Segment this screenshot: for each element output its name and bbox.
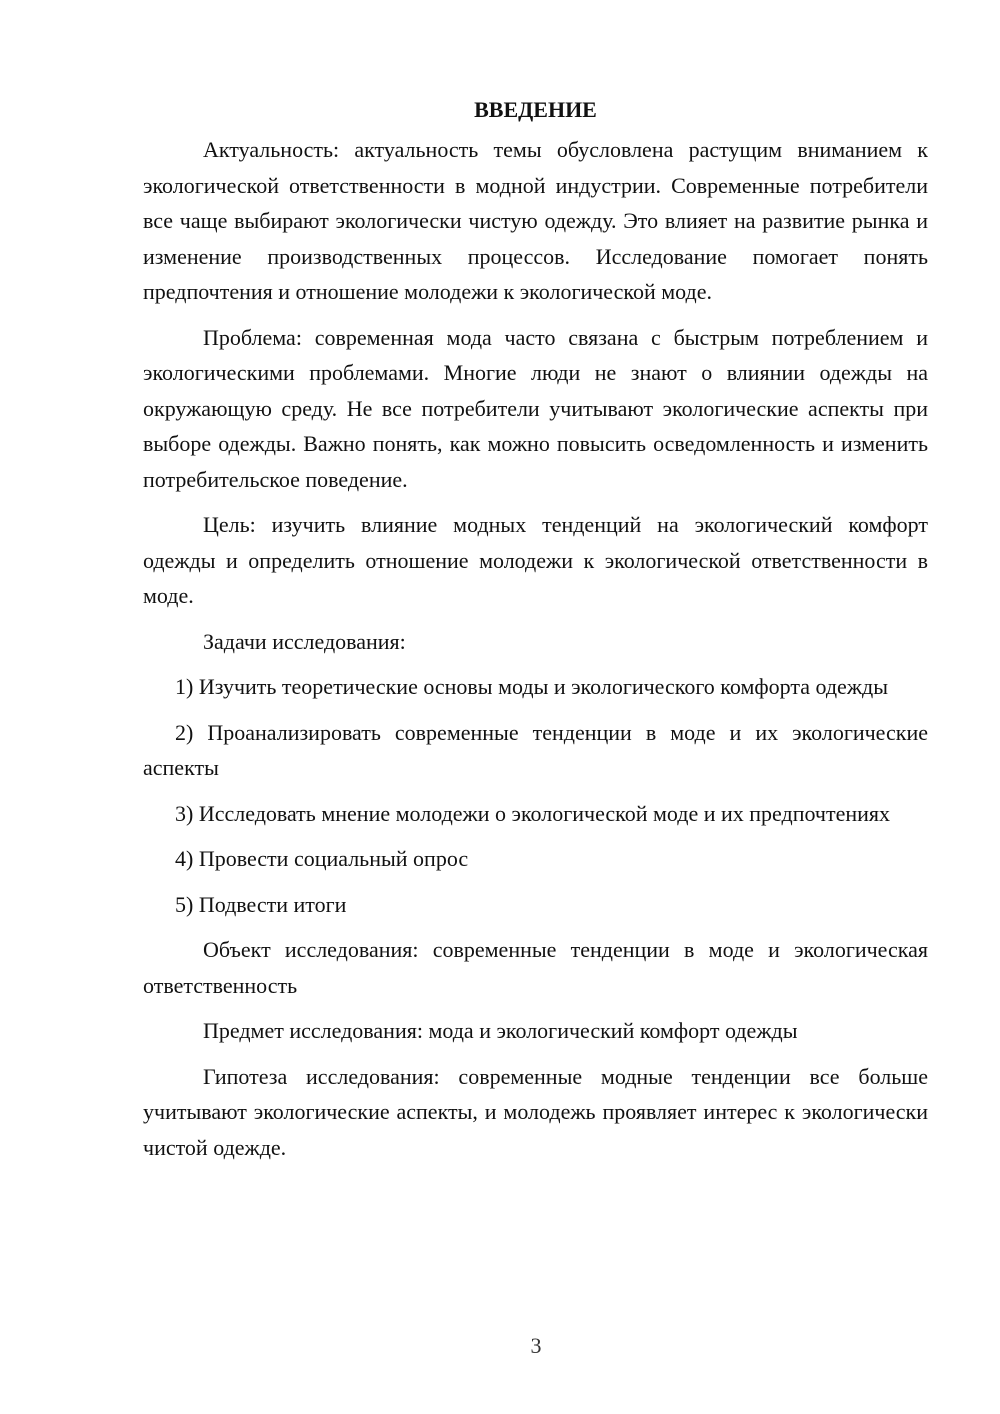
relevance-paragraph: Актуальность: актуальность темы обусловлена растущим вниманием к экологической ответственности в модной индустрии. Современные потребители все чаще выбирают экологически чистую одежду. Это влияет на развитие рынка и изменение производственных процессов. Исследование помогает понять предпочтения и отношение молодежи к экологической моде. [143, 137, 928, 304]
tasks-heading: Задачи исследования: [203, 628, 406, 654]
page-number: 3 [530, 1333, 542, 1358]
task-item-4: 4) Провести социальный опрос [175, 846, 469, 871]
section-title: ВВЕДЕНИЕ [474, 97, 597, 122]
goal-paragraph: Цель: изучить влияние модных тенденций на экологический комфорт одежды и определить отношение молодежи к экологической ответственности в моде. [143, 512, 928, 608]
hypothesis-paragraph: Гипотеза исследования: современные модные тенденции все больше учитывают экологические аспекты, и молодежь проявляет интерес к экологически чистой одежде. [143, 1063, 928, 1160]
task-item-5: 5) Подвести итоги [175, 891, 347, 917]
task-item-3: 3) Исследовать мнение молодежи о экологической моде и их предпочтениях [175, 800, 891, 826]
document-page [143, 92, 928, 1175]
task-item-2: 2) Проанализировать современные тенденции в моде и их экологические аспекты [143, 719, 928, 780]
subject-paragraph: Предмет исследования: мода и экологический комфорт одежды [203, 1018, 798, 1043]
object-paragraph: Объект исследования: современные тенденции в моде и экологическая ответственность [143, 937, 928, 998]
task-item-1: 1) Изучить теоретические основы моды и экологического комфорта одежды [175, 674, 888, 699]
problem-paragraph: Проблема: современная мода часто связана с быстрым потреблением и экологическими проблемами. Многие люди не знают о влиянии одежды на окружающую среду. Не все потребители учитывают экологические аспекты при выборе одежды. Важно понять, как можно повысить осведомленность и изменить потребительское поведение. [143, 324, 928, 492]
